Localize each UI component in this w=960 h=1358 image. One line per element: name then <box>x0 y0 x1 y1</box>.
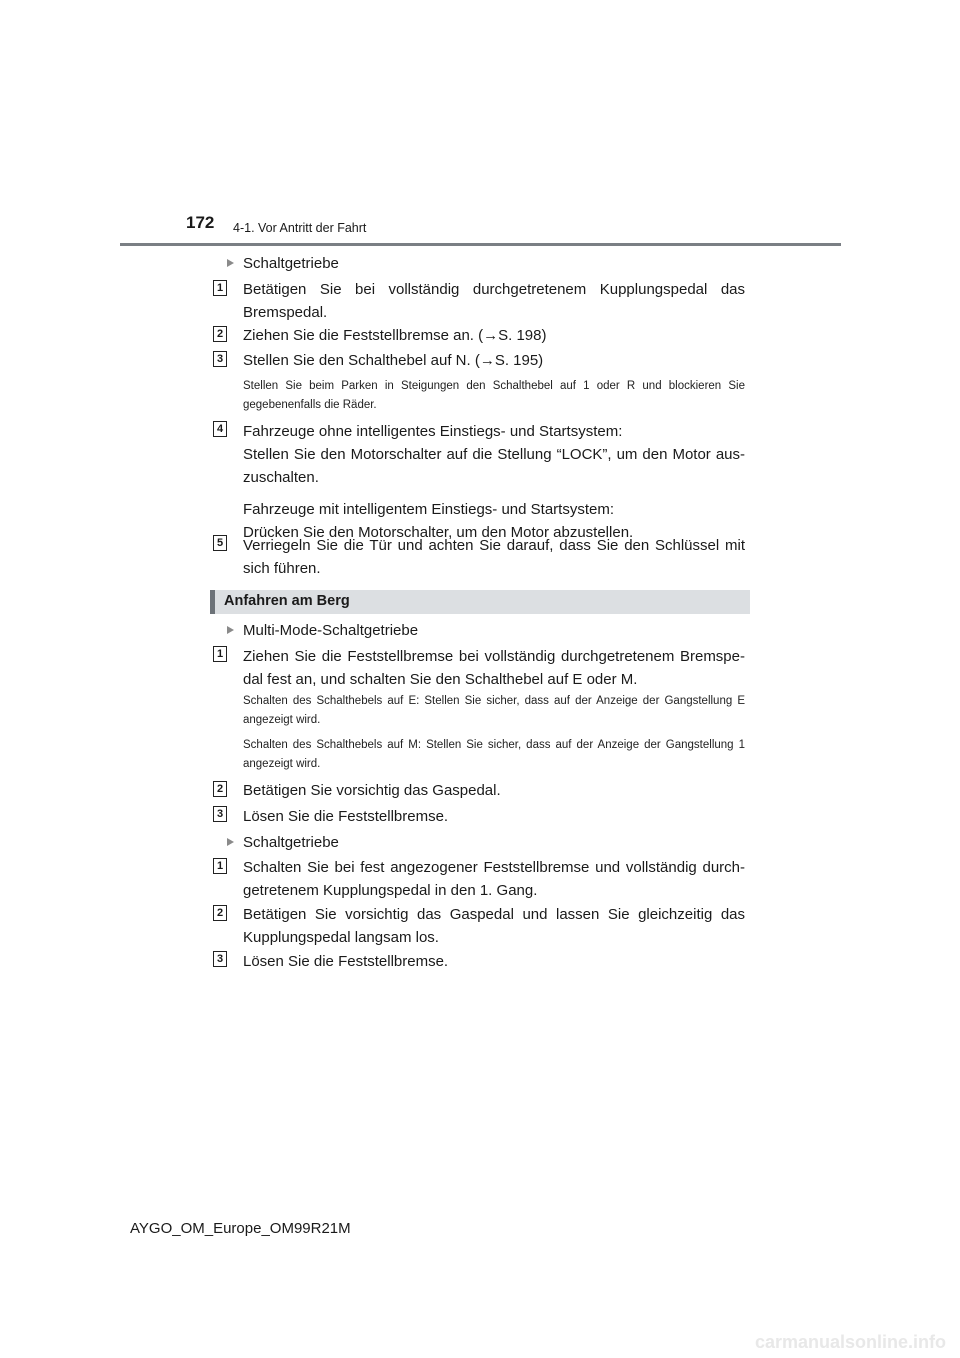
subheading-text: Multi-Mode-Schaltgetriebe <box>243 622 419 639</box>
step-number-badge: 3 <box>213 351 227 367</box>
step-text-line: Stellen Sie den Motorschalter auf die Stellung “LOCK”, um den Motor aus-zuschalten. <box>243 446 745 486</box>
watermark: carmanualsonline.info <box>754 1332 946 1352</box>
note-text: Schalten des Schalthebels auf M: Stellen Sie sicher, dass auf der Anzeige der Gangstellung 1 angezeigt wird. <box>243 739 745 770</box>
step-number-badge: 2 <box>213 781 227 797</box>
document-footer: AYGO_OM_Europe_OM99R21M <box>130 1220 351 1237</box>
note-text: Schalten des Schalthebels auf E: Stellen Sie sicher, dass auf der Anzeige der Gangstellung E angezeigt wird. <box>243 695 745 726</box>
step-number-badge: 1 <box>213 280 227 296</box>
subheading-manual-transmission <box>243 255 339 273</box>
step-text: Betätigen Sie vorsichtig das Gaspedal. <box>243 782 501 799</box>
step-text-line: Fahrzeuge mit intelligentem Einstiegs- und Startsystem: <box>243 501 614 518</box>
section-title: 4-1. Vor Antritt der Fahrt <box>233 221 367 235</box>
step-text: Lösen Sie die Feststellbremse. <box>243 808 449 825</box>
page-number: 172 <box>186 213 215 232</box>
step-number-badge: 4 <box>213 421 227 437</box>
step-number-badge: 3 <box>213 951 227 967</box>
step-number-badge: 1 <box>213 646 227 662</box>
step-text: Ziehen Sie die Feststellbremse an. (→S. 198) <box>243 327 547 344</box>
triangle-bullet-icon <box>227 626 234 634</box>
step-text-line: Fahrzeuge ohne intelligentes Einstiegs- und Startsystem: <box>243 423 623 440</box>
step-text: Stellen Sie den Schalthebel auf N. (→S. 195) <box>243 352 544 369</box>
step-text <box>243 420 745 544</box>
step-text: Verriegeln Sie die Tür und achten Sie darauf, dass Sie den Schlüssel mit sich führen. <box>243 537 745 577</box>
subheading-manual-transmission <box>243 834 339 852</box>
note-text: Stellen Sie beim Parken in Steigungen den Schalthebel auf 1 oder R und blockieren Sie gegebenenfalls die Räder. <box>243 380 745 411</box>
heading-accent <box>210 590 215 614</box>
triangle-bullet-icon <box>227 838 234 846</box>
step-number-badge: 2 <box>213 905 227 921</box>
step-number-badge: 3 <box>213 806 227 822</box>
step-text: Schalten Sie bei fest angezogener Feststellbremse und vollständig durch-getretenem Kupplungspedal in den 1. Gang. <box>243 859 745 899</box>
step-text: Betätigen Sie vorsichtig das Gaspedal und lassen Sie gleichzeitig das Kupplungspedal langsam los. <box>243 906 745 946</box>
step-number-badge: 1 <box>213 858 227 874</box>
spacer <box>243 489 745 498</box>
header-divider <box>120 243 841 246</box>
step-text: Betätigen Sie bei vollständig durchgetretenem Kupplungspedal das Bremspedal. <box>243 281 745 321</box>
subheading-multimode-transmission <box>243 622 418 640</box>
step-text: Lösen Sie die Feststellbremse. <box>243 953 449 970</box>
section-heading-bar <box>210 590 750 614</box>
step-text: Ziehen Sie die Feststellbremse bei vollständig durchgetretenem Bremspe-dal fest an, und schalten Sie den Schalthebel auf E oder M. <box>243 648 745 688</box>
section-heading: Anfahren am Berg <box>224 593 350 609</box>
step-number-badge: 2 <box>213 326 227 342</box>
subheading-text: Schaltgetriebe <box>243 255 339 272</box>
step-text-line: Drücken Sie den Motorschalter, um den Motor abzustellen. <box>243 524 634 541</box>
triangle-bullet-icon <box>227 259 234 267</box>
step-number-badge: 5 <box>213 535 227 551</box>
subheading-text: Schaltgetriebe <box>243 834 339 851</box>
